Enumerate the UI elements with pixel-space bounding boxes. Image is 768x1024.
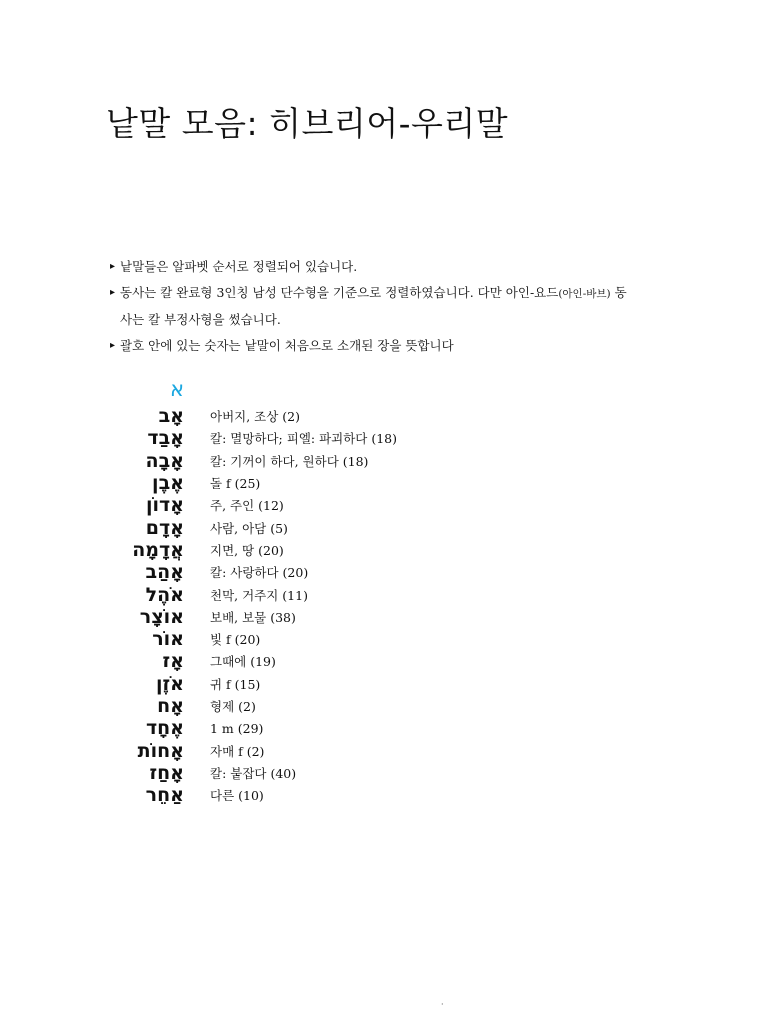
- hebrew-word: אֶחָד: [145, 717, 184, 740]
- korean-gloss: 아버지, 조상 (2): [210, 409, 301, 425]
- hebrew-word: אָהַב: [145, 561, 184, 584]
- hebrew-word: אָח: [157, 695, 184, 717]
- hebrew-word: אַחֵר: [145, 784, 184, 807]
- vocab-entry: [100, 472, 500, 494]
- korean-gloss: 그때에 (19): [210, 654, 276, 670]
- vocab-entry: [100, 650, 500, 672]
- korean-gloss: 사람, 아담 (5): [210, 520, 288, 536]
- vocab-entry: [100, 427, 500, 449]
- notes-list: [110, 254, 650, 359]
- vocab-entry: [100, 673, 500, 695]
- korean-gloss: 지면, 땅 (20): [210, 542, 284, 558]
- vocab-entry: [100, 405, 500, 427]
- korean-gloss: 다른 (10): [210, 788, 264, 804]
- korean-gloss: 돌 f (25): [210, 476, 261, 492]
- korean-gloss: 보배, 보물 (38): [210, 609, 296, 625]
- page-footer-mark: ·: [441, 1000, 444, 1009]
- vocabulary-list: [100, 405, 500, 806]
- hebrew-word: אֲדָמָה: [132, 538, 184, 561]
- section-letter-heading: א: [169, 377, 184, 401]
- vocab-entry: [100, 606, 500, 628]
- hebrew-word: אָב: [158, 405, 184, 428]
- bullet-icon: ▸: [110, 287, 116, 298]
- vocab-entry: [100, 494, 500, 516]
- korean-gloss: 빛 f (20): [210, 632, 261, 648]
- note-item: [110, 333, 650, 359]
- vocab-entry: [100, 717, 500, 739]
- korean-gloss: 칼: 기꺼이 하다, 원하다 (18): [210, 453, 369, 469]
- korean-gloss: 자매 f (2): [210, 743, 265, 759]
- vocab-entry: [100, 450, 500, 472]
- note-text: 사는 칼 부정사형을 썼습니다.: [120, 312, 281, 327]
- vocab-entry: [100, 628, 500, 650]
- note-text: 낱말들은 알파벳 순서로 정렬되어 있습니다.: [120, 259, 358, 274]
- korean-gloss: 1 m (29): [210, 720, 264, 736]
- korean-gloss: 귀 f (15): [210, 676, 261, 692]
- vocab-entry: [100, 695, 500, 717]
- bullet-icon: ▸: [110, 340, 116, 351]
- bullet-icon: ▸: [110, 261, 116, 272]
- vocab-entry: [100, 762, 500, 784]
- korean-gloss: 형제 (2): [210, 699, 256, 714]
- note-text: 동사는 칼 완료형 3인칭 남성 단수형을 기준으로 정렬하였습니다. 다만 아인-요드: [120, 285, 559, 300]
- note-text: 동: [610, 285, 627, 300]
- vocab-entry: [100, 583, 500, 605]
- vocab-entry: [100, 561, 500, 583]
- korean-gloss: 칼: 멸망하다; 피엘: 파괴하다 (18): [210, 431, 398, 447]
- korean-gloss: 칼: 사랑하다 (20): [210, 565, 309, 581]
- hebrew-word: אֹהֶל: [145, 583, 184, 606]
- hebrew-word: אֹזֶן: [156, 672, 184, 695]
- note-subtext: (아인-바브): [558, 288, 611, 300]
- hebrew-word: אָז: [162, 650, 184, 673]
- note-text: 괄호 안에 있는 숫자는 낱말이 처음으로 소개된 장을 뜻합니다: [120, 338, 454, 353]
- hebrew-word: אֶבֶן: [152, 472, 184, 495]
- vocab-entry: [100, 784, 500, 806]
- hebrew-word: אָחוֹת: [137, 739, 184, 762]
- hebrew-word: אָדוֹן: [145, 494, 184, 517]
- vocab-entry: [100, 516, 500, 538]
- hebrew-word: אָחַז: [149, 761, 184, 784]
- hebrew-word: אָבַד: [147, 427, 184, 450]
- korean-gloss: 주, 주인 (12): [210, 498, 284, 514]
- hebrew-word: אוֹר: [152, 628, 184, 651]
- hebrew-word: אָדָם: [145, 516, 184, 539]
- vocab-entry: [100, 739, 500, 761]
- hebrew-word: אָבָה: [145, 449, 184, 472]
- note-item: [110, 254, 650, 280]
- hebrew-word: אוֹצָר: [139, 605, 184, 628]
- note-item: [110, 280, 650, 333]
- korean-gloss: 칼: 붙잡다 (40): [210, 765, 297, 781]
- vocab-entry: [100, 539, 500, 561]
- page-title: 낱말 모음: 히브리어-우리말: [106, 104, 509, 143]
- korean-gloss: 천막, 거주지 (11): [210, 587, 308, 603]
